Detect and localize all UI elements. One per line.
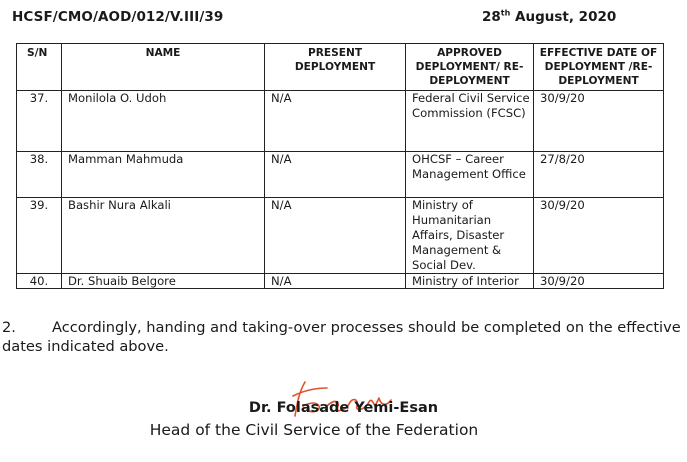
table-header-row: [17, 44, 664, 91]
reference-number: HCSF/CMO/AOD/012/V.III/39: [12, 9, 224, 25]
signatory-name-text: Dr. Folasade Yemi-Esan: [248, 400, 439, 416]
cell-name: Mamman Mahmuda: [62, 152, 265, 198]
table-row: [17, 198, 664, 274]
table-row: [17, 152, 664, 198]
cell-sn: 40.: [17, 274, 62, 289]
deployment-table: [16, 43, 664, 289]
column-header-sn: S/N: [17, 44, 62, 91]
cell-effective-date: 30/9/20: [534, 274, 664, 289]
date-suffix: th: [500, 8, 511, 18]
cell-sn: 39.: [17, 198, 62, 274]
cell-approved-deployment: Ministry of Humanitarian Affairs, Disaster Management & Social Dev.: [406, 198, 534, 274]
column-header-approved-deployment: APPROVED DEPLOYMENT/ RE-DEPLOYMENT: [406, 44, 534, 91]
cell-name: Monilola O. Udoh: [62, 91, 265, 152]
cell-effective-date: 30/9/20: [534, 198, 664, 274]
cell-approved-deployment: Federal Civil Service Commission (FCSC): [406, 91, 534, 152]
cell-effective-date: 27/8/20: [534, 152, 664, 198]
letter-date: [482, 9, 616, 25]
paragraph-text: Accordingly, handing and taking-over processes should be completed on the effective dates indicated above.: [2, 319, 681, 355]
signatory-title: Head of the Civil Service of the Federation: [149, 421, 479, 439]
cell-effective-date: 30/9/20: [534, 91, 664, 152]
signatory-name: [0, 400, 687, 416]
column-header-name: NAME: [62, 44, 265, 91]
signature-block: [0, 372, 687, 462]
cell-approved-deployment: OHCSF – Career Management Office: [406, 152, 534, 198]
date-day: 28: [482, 9, 501, 25]
cell-approved-deployment: Ministry of Interior: [406, 274, 534, 289]
column-header-effective-date: EFFECTIVE DATE OF DEPLOYMENT /RE-DEPLOYMENT: [534, 44, 664, 91]
cell-present-deployment: N/A: [265, 91, 406, 152]
column-header-present-deployment: PRESENT DEPLOYMENT: [265, 44, 406, 91]
paragraph-number: 2.: [2, 319, 16, 336]
cell-name: Dr. Shuaib Belgore: [62, 274, 265, 289]
cell-present-deployment: N/A: [265, 274, 406, 289]
cell-present-deployment: N/A: [265, 198, 406, 274]
date-month-year: August, 2020: [510, 9, 617, 25]
closing-paragraph: [2, 318, 682, 356]
cell-present-deployment: N/A: [265, 152, 406, 198]
cell-sn: 37.: [17, 91, 62, 152]
cell-sn: 38.: [17, 152, 62, 198]
cell-name: Bashir Nura Alkali: [62, 198, 265, 274]
table-row: [17, 274, 664, 289]
table-row: [17, 91, 664, 152]
